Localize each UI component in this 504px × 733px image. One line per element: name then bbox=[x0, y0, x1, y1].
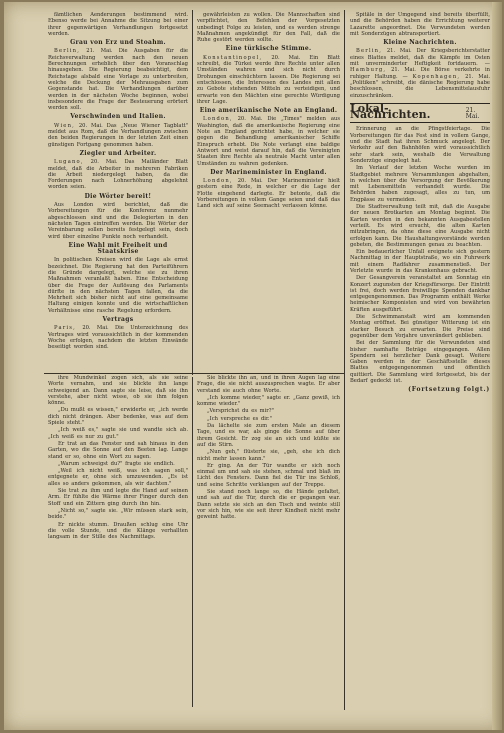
left-headline-4: Die Wörter bereit! bbox=[84, 192, 152, 200]
newspaper-page bbox=[4, 2, 502, 730]
column-rule-right bbox=[344, 10, 345, 710]
feuilleton-middle: Sie blickte ihn an, und in ihren Augen lag eine Frage, die sie nicht auszusprechen wagte. Er aber verstand sie auch ohne Worte. „Ich komme wieder," sagte er. „Ganz gewiß, ich komme wieder." „Versprichst du es mir?" „Ich verspreche es dir." Da lächelte sie zum ersten Male an diesem Tage, und es war, als ginge die Sonne auf über ihrem Gesicht. Er zog sie an sich und küßte sie auf die Stirn. „Nun geh," flüsterte sie, „geh, ehe ich dich nicht mehr lassen kann." Er ging. An der Tür wandte er sich noch einmal um und sah sie stehen, schmal und blaß im Licht des Fensters. Dann fiel die Tür ins Schloß, und seine Schritte verklangen auf der Treppe. Sie stand noch lange so, die Hände gefaltet, und sah auf die Tür, durch die er gegangen war. Dann setzte sie sich an den Tisch und weinte still vor sich hin, wie sie seit ihrer Kindheit nicht mehr geweint hatte. bbox=[197, 375, 340, 521]
left-headline-2: Verschwinden und Italien. bbox=[70, 113, 166, 121]
left-headline-5: Eine Wahl mit Freiheit und Staatskrise bbox=[68, 241, 168, 256]
left-headline-1: Grau von Erz und Stoahm. bbox=[70, 39, 166, 47]
mid-headline-2: Eine amerikanische Note an England. bbox=[199, 107, 338, 115]
left-headline-6: Vertrags bbox=[102, 316, 134, 324]
column-rule-left bbox=[192, 10, 193, 375]
page-spine bbox=[492, 2, 502, 730]
feuilleton-left: ihre Mundwinkel zogen sich, als sie seine Worte vernahm, und sie blickte ihn lange schweigend an. Dann sagte sie leise, daß sie ihn verstehe, aber nicht wisse, ob sie ihm folgen könne. „Du mußt es wissen," erwiderte er, „ich werde dich nicht drängen. Aber bedenke, was auf dem Spiele steht." „Ich weiß es," sagte sie und wandte sich ab. „Ich weiß es nur zu gut." Er trat an das Fenster und sah hinaus in den Garten, wo die Sonne auf den Beeten lag. Lange stand er so, ohne ein Wort zu sagen. „Warum schweigst du?" fragte sie endlich. „Weil ich nicht weiß, was ich sagen soll," entgegnete er, ohne sich umzuwenden. „Es ist alles so anders gekommen, als wir dachten." Sie trat zu ihm und legte die Hand auf seinen Arm. Er fühlte die Wärme ihrer Finger durch den Stoff und ein Zittern ging durch ihn hin. „Nicht so," sagte sie. „Wir müssen stark sein, beide." Er nickte stumm. Draußen schlug eine Uhr die volle Stunde, und die Klänge verhallten langsam in der Stille des Nachmittags. bbox=[48, 375, 188, 541]
right-column: Spitäle in der Umgegend sind bereits überfüllt, und die Behörden haben die Errichtung weiterer Lazarette angeordnet. Die Verwundeten werden mit Sonderzügen abtransportiert. Kleine Nachrichten. Berlin, 21. Mai. Der Kriegsberichterstatter eines Blattes meldet, daß die Kämpfe im Osten mit unverminderter Heftigkeit fortdauern. — Hamburg, 21. Mai. Die Börse verkehrte in ruhiger Haltung. — Kopenhagen, 21. Mai. „Politiken" schreibt, die dänische Regierung habe beschlossen, die Lebensmittelausfuhr einzuschränken. Lokal-Nachrichten. 21. Mai. Erinnerung an die Pfingstfeiertage. Die Vorbereitungen für das Fest sind in vollem Gange, und die Stadt hat ihren Schmuck angelegt. Der Verkehr auf den Bahnhöfen wird voraussichtlich sehr stark sein, weshalb die Verwaltung Sonderzüge eingelegt hat. Im Verlauf der letzten Woche wurden im Stadtgebiet mehrere Versammlungen abgehalten, in welchen über die Versorgung der Bevölkerung mit Lebensmitteln verhandelt wurde. Die Behörden haben zugesagt, alles zu tun, um Engpässe zu vermeiden. Die Stadtverwaltung teilt mit, daß die Ausgabe der neuen Brotkarten am Montag beginnt. Die Karten werden in den bekannten Ausgabestellen verteilt. Es wird ersucht, die alten Karten mitzubringen, da ohne diese eine Ausgabe nicht erfolgen kann. Die Haushaltungsvorstände werden gebeten, die Bestimmungen genau zu beachten. Ein bedauerlicher Unfall ereignete sich gestern Nachmittag in der Hauptstraße, wo ein Fuhrwerk mit einem Radfahrer zusammenstieß. Der Verletzte wurde in das Krankenhaus gebracht. Der Gesangverein veranstaltet am Sonntag ein Konzert zugunsten der Kriegsfürsorge. Der Eintritt ist frei, doch werden freiwillige Spenden dankbar entgegengenommen. Das Programm enthält Werke heimischer Komponisten und wird von bewährten Kräften ausgeführt. Die Schwimmanstalt wird am kommenden Montag eröffnet. Bei günstiger Witterung ist ein starker Besuch zu erwarten. Die Preise sind gegenüber dem Vorjahre unverändert geblieben. Bei der Sammlung für die Verwundeten sind bisher namhafte Beträge eingegangen. Allen Spendern sei herzlicher Dank gesagt. Weitere Gaben werden in der Geschäftsstelle dieses Blattes entgegengenommen und öffentlich quittiert. Die Sammlung wird fortgesetzt, bis der Bedarf gedeckt ist. (Fortsetzung folgt.) bbox=[350, 12, 490, 394]
continuation-note: (Fortsetzung folgt.) bbox=[408, 386, 490, 394]
feuilleton-rule bbox=[44, 373, 344, 374]
middle-column: gewährleisten zu wollen. Die Mannschaften sind verpflichtet, den Befehlen der Vorgesetzten unbedingt Folge zu leisten, und es werden strenge Maßnahmen angekündigt für den Fall, daß die Ruhe gestört werden sollte. Eine türkische Stimme. Konstantinopel, 20. Mai. Ein Blatt schreibt, die Türkei werde ihre Rechte unter allen Umständen wahren und sich nicht durch Drohungen einschüchtern lassen. Die Regierung sei entschlossen, die Interessen des Landes mit allen zu Gebote stehenden Mitteln zu verteidigen, und erwarte von den Mächten eine gerechte Würdigung ihrer Lage. Eine amerikanische Note an England. London, 20. Mai. Die „Times" melden aus Washington, daß die amerikanische Regierung eine Note an England gerichtet habe, in welcher sie gegen die Behandlung amerikanischer Schiffe Einspruch erhebt. Die Note verlangt eine baldige Antwort und weist darauf hin, daß die Vereinigten Staaten ihre Rechte als neutrale Macht unter allen Umständen zu wahren gedenken. Der Marineminister in England. London, 20. Mai. Der Marineminister hielt gestern eine Rede, in welcher er die Lage der Flotte eingehend darlegte. Er betonte, daß die Vorbereitungen in vollem Gange seien und daß das Land sich auf seine Seemacht verlassen könne. bbox=[197, 12, 340, 210]
local-news-header bbox=[350, 103, 490, 124]
mid-headline-3: Der Marineminister in England. bbox=[210, 168, 327, 176]
mid-headline-1: Eine türkische Stimme. bbox=[225, 45, 312, 53]
left-headline-3: Ziegler und Arbeiter. bbox=[79, 149, 157, 157]
local-news-date: 21. Mai. bbox=[465, 106, 480, 121]
local-news-title: Lokal-Nachrichten. bbox=[350, 101, 431, 122]
right-headline-1: Kleine Nachrichten. bbox=[383, 39, 457, 47]
column-rule-lower bbox=[192, 377, 193, 707]
left-column: fämtlichen Aenderungen bestimmend wird. Ebenso werde bei Annahme die Sitzung bei einer ihrer gegenwärtigen Verhandlungen fortgesetzt werden. Grau von Erz und Stoahm. Berlin, 21. Mai. Die Ausgaben für die Reichsverwaltung werden nach den neuen Berechnungen erheblich über den Voranschlag hinausgehen. Die Regierung beabsichtigt, dem Reichstage alsbald eine Vorlage zu unterbreiten, welche die Deckung der Mehrausgaben zum Gegenstande hat. Die Verhandlungen darüber werden in der nächsten Woche beginnen, wobei insbesondere die Frage der Besteuerung erörtert werden soll. Verschwinden und Italien. Wien, 20. Mai. Das „Neue Wiener Tagblatt" meldet aus Rom, daß die Verhandlungen zwischen den beiden Regierungen in der letzten Zeit einen günstigen Fortgang genommen haben. Ziegler und Arbeiter. Lugano, 20. Mai. Das Mailänder Blatt meldet, daß die Arbeiter in mehreren Fabriken die Arbeit niedergelegt haben, da die Forderungen nach Lohnerhöhung abgelehnt worden seien. Die Wörter bereit! Aus London wird berichtet, daß die Vorbereitungen für die Konferenz nunmehr abgeschlossen sind und die Delegierten in den nächsten Tagen eintreffen werden. Die Wörter der Vereinbarung sollen bereits festgelegt sein, doch wird über einzelne Punkte noch verhandelt. Eine Wahl mit Freiheit und Staatskrise In politischen Kreisen wird die Lage als ernst bezeichnet. Die Regierung hat den Parteiführern die Gründe dargelegt, welche sie zu ihren Maßnahmen veranlaßt haben. Eine Entscheidung über die Frage der Auflösung des Parlaments dürfte in den nächsten Tagen fallen, da die Mehrheit sich bisher nicht auf eine gemeinsame Haltung einigen konnte und die wirtschaftlichen Verhältnisse eine rasche Regelung erfordern. Vertrags Paris, 20. Mai. Die Unterzeichnung des Vertrages wird voraussichtlich in der kommenden Woche erfolgen, nachdem die letzten Einwände beseitigt worden sind. bbox=[48, 12, 188, 351]
